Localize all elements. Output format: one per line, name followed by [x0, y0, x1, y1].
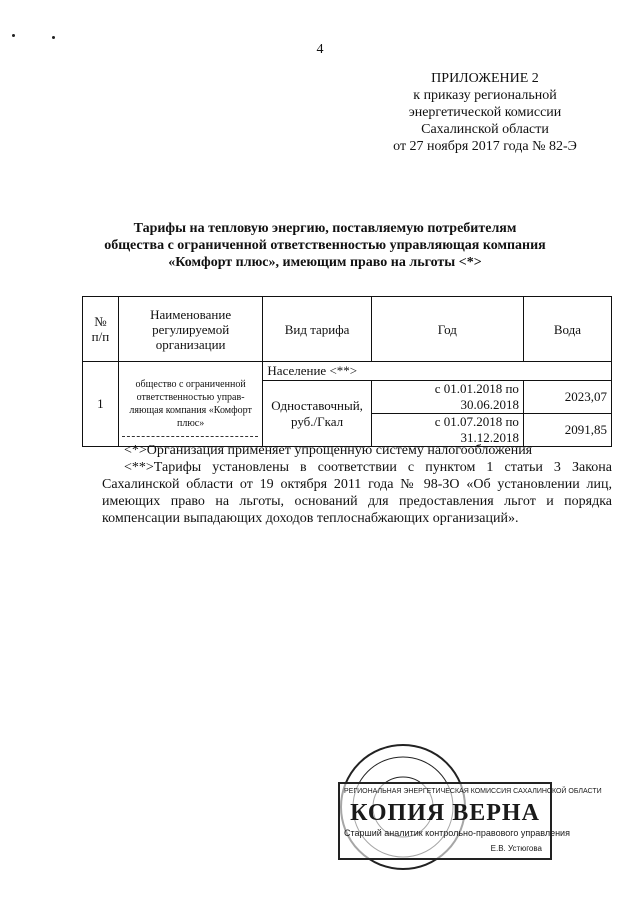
header-water: Вода [523, 297, 611, 362]
title-line: Тарифы на тепловую энергию, поставляемую потребителям [133, 221, 517, 236]
header-tariff-type: Вид тарифа [263, 297, 371, 362]
row-org: общество с ограниченной ответственностью управ-ляющая компания «Комфорт плюс» [118, 362, 263, 447]
appendix-title: ПРИЛОЖЕНИЕ 2 [431, 71, 539, 86]
stamp-signer: Е.В. Устюгова [490, 844, 542, 853]
row-water-value: 2023,07 [523, 381, 611, 414]
row-period: с 01.07.2018 по 31.12.2018 [371, 414, 523, 447]
stamp-copy: КОПИЯ ВЕРНА [350, 800, 540, 826]
title-line: общества с ограниченной ответственностью управляющая компания [104, 238, 546, 253]
appendix-line: от 27 ноября 2017 года № 82-Э [393, 139, 577, 154]
footnotes [102, 442, 612, 527]
footnote-1: <*>Организация применяет упрощенную систему налогообложения [124, 443, 533, 458]
row-tariff-type: Одноставочный, руб./Гкал [263, 381, 371, 447]
header-num: № п/п [83, 297, 119, 362]
row-num: 1 [83, 362, 119, 447]
certified-copy-stamp [338, 782, 602, 860]
stamp-role: Старший аналитик контрольно-правового управления [344, 828, 570, 838]
document-title [60, 220, 590, 271]
footnote-rule [122, 436, 258, 437]
stamp-org: РЕГИОНАЛЬНАЯ ЭНЕРГЕТИЧЕСКАЯ КОМИССИЯ САХАЛИНСКОЙ ОБЛАСТИ [344, 788, 602, 795]
header-org: Наименование регулируемой организации [118, 297, 263, 362]
appendix-block [360, 70, 610, 155]
header-year: Год [371, 297, 523, 362]
appendix-line: к приказу региональной [413, 88, 557, 103]
row-water-value: 2091,85 [523, 414, 611, 447]
row-group: Население <**> [263, 362, 612, 381]
title-line: «Комфорт плюс», имеющим право на льготы <*> [168, 255, 482, 270]
page-number: 4 [316, 42, 324, 57]
appendix-line: энергетической комиссии [408, 105, 562, 120]
appendix-line: Сахалинской области [421, 122, 549, 137]
table-header-row [83, 297, 612, 362]
scan-speck [52, 36, 55, 39]
footnote-2: <**>Тарифы установлены в соответствии с пунктом 1 статьи 3 Закона Сахалинской области от 19 октября 2011 года № 98-ЗО «Об установлении лиц, имеющих право на льготы, оснований для предоставления льгот и порядка компенсации выпадающих доходов теплоснабжающих организаций». [102, 460, 612, 526]
tariff-table [82, 296, 612, 447]
table-row [83, 362, 612, 381]
row-period: с 01.01.2018 по 30.06.2018 [371, 381, 523, 414]
scan-speck [12, 34, 15, 37]
